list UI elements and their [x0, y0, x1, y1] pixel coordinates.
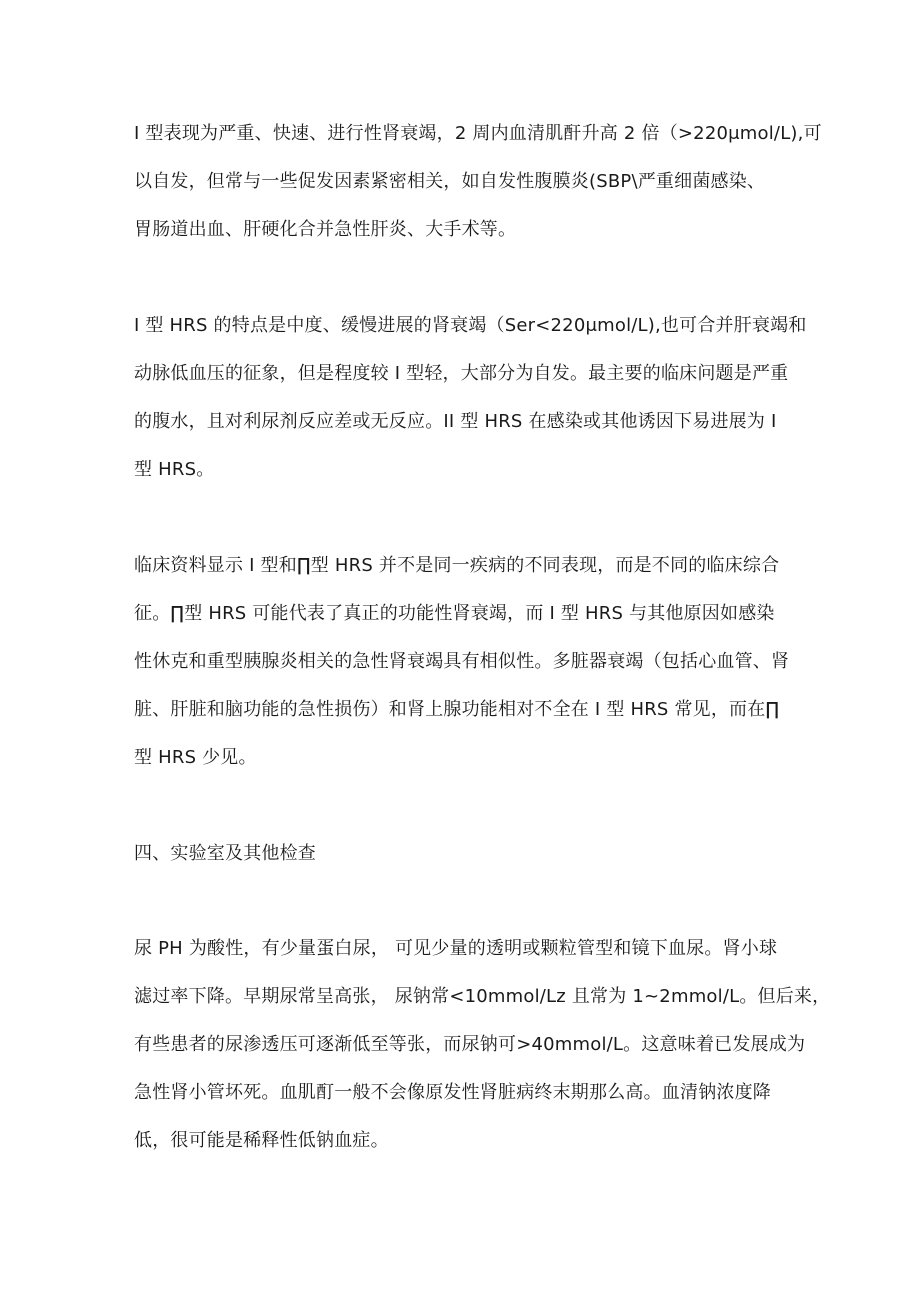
- text-line: 型 HRS。: [134, 459, 215, 480]
- text-line: I 型表现为严重、快速、进行性肾衰竭，2 周内血清肌酐升高 2 倍（>220μmol/L),可: [134, 123, 822, 144]
- text-line: 脏、肝脏和脑功能的急性损伤）和肾上腺功能相对不全在 I 型 HRS 常见，而在∏: [134, 699, 780, 720]
- text-line: 有些患者的尿渗透压可逐渐低至等张，而尿钠可>40mmol/L。这意味着已发展成为: [134, 1034, 806, 1055]
- text-line: 临床资料显示 I 型和∏型 HRS 并不是同一疾病的不同表现，而是不同的临床综合: [134, 555, 780, 576]
- text-line: 的腹水，且对利尿剂反应差或无反应。II 型 HRS 在感染或其他诱因下易进展为 I: [134, 411, 777, 432]
- text-line: 低，很可能是稀释性低钠血症。: [134, 1130, 389, 1151]
- text-line: 动脉低血压的征象，但是程度较 I 型轻，大部分为自发。最主要的临床问题是严重: [134, 363, 789, 384]
- text-line: 滤过率下降。早期尿常呈高张， 尿钠常<10mmol/Lz 且常为 1~2mmol/L。但后来，: [134, 986, 831, 1007]
- text-line: 以自发，但常与一些促发因素紧密相关，如自发性腹膜炎(SBP\严重细菌感染、: [134, 171, 766, 192]
- text-line: 尿 PH 为酸性，有少量蛋白尿， 可见少量的透明或颗粒管型和镜下血尿。肾小球: [134, 938, 778, 959]
- text-line: 型 HRS 少见。: [134, 747, 257, 768]
- text-line: 急性肾小管坏死。血肌酊一般不会像原发性肾脏病终末期那么高。血清钠浓度降: [134, 1082, 771, 1103]
- text-line: 征。∏型 HRS 可能代表了真正的功能性肾衰竭，而 I 型 HRS 与其他原因如感染: [134, 603, 775, 624]
- text-line: 性休克和重型胰腺炎相关的急性肾衰竭具有相似性。多脏器衰竭（包括心血管、肾: [134, 651, 790, 672]
- text-line: 胃肠道出血、肝硬化合并急性肝炎、大手术等。: [134, 219, 517, 240]
- text-line: I 型 HRS 的特点是中度、缓慢进展的肾衰竭（Ser<220μmol/L),也可合并肝衰竭和: [134, 315, 807, 336]
- section-heading: 四、实验室及其他检查: [134, 843, 316, 864]
